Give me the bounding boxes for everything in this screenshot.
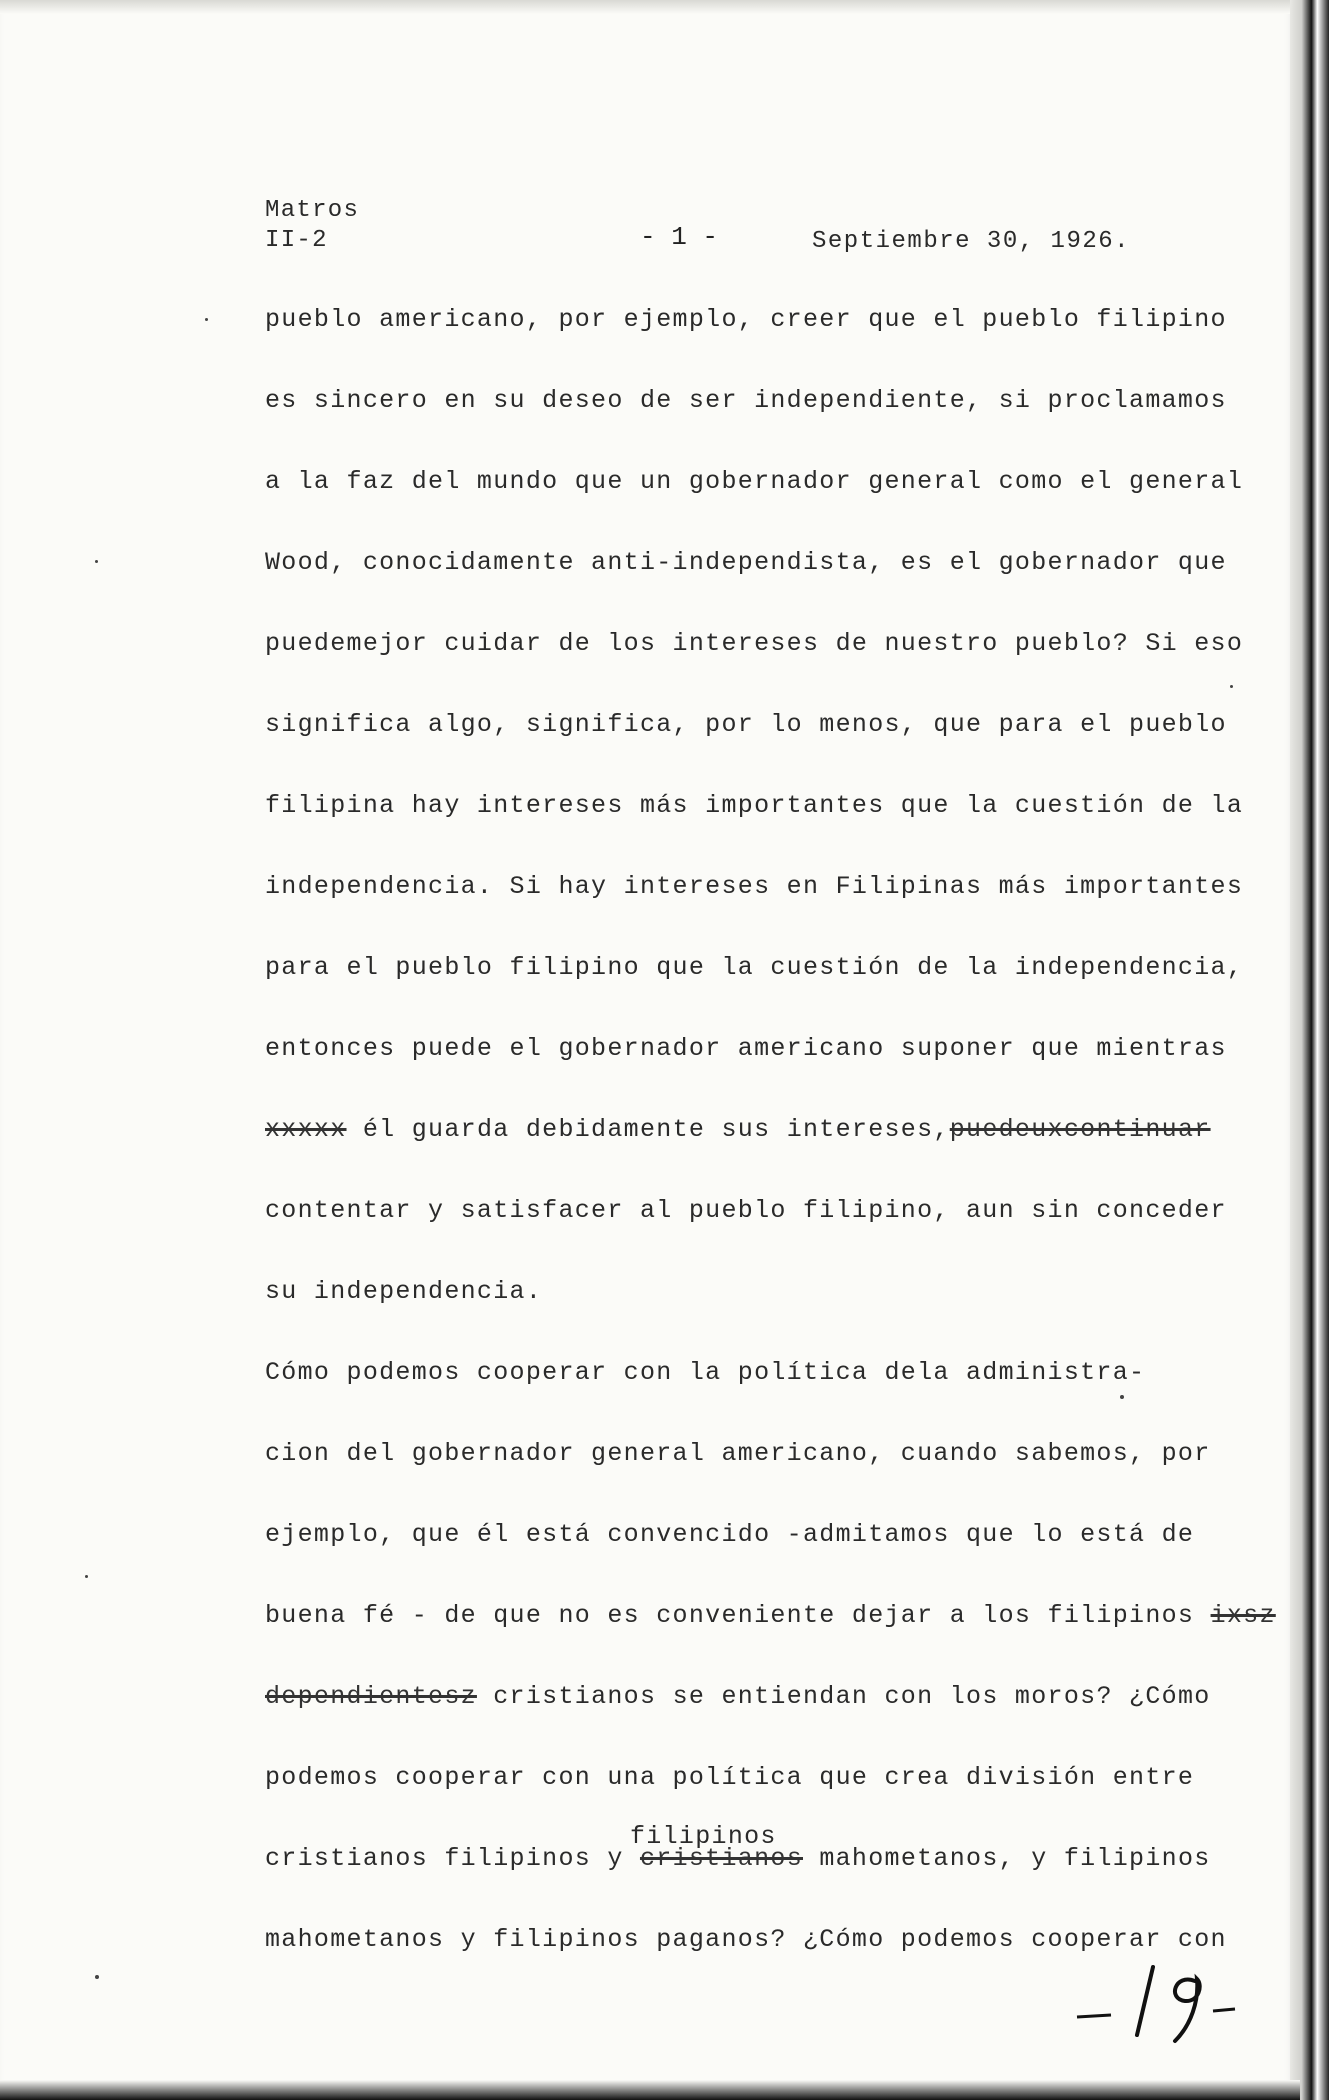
text-line-21: mahometanos y filipinos paganos? ¿Cómo podemos cooperar con (265, 1925, 1227, 1954)
handwritten-page-number (1075, 1955, 1250, 2050)
dash-right-icon (1213, 2009, 1235, 2011)
text-line-16: ejemplo, que él está convencido -admitamos que lo está de (265, 1520, 1195, 1549)
page-mark: - 1 - (640, 222, 719, 252)
speck (1230, 685, 1233, 688)
digit-nine-icon (1175, 1979, 1200, 2041)
speck (95, 1975, 99, 1979)
text-line-5: puedemejor cuidar de los intereses de nuestro pueblo? Si eso (265, 629, 1244, 658)
header-date: Septiembre 30, 1926. (812, 228, 1131, 255)
text-line-1: pueblo americano, por ejemplo, creer que el pueblo filipino (265, 305, 1227, 334)
text-line-11 (265, 1115, 1211, 1145)
text-line-3: a la faz del mundo que un gobernador general como el general (265, 467, 1244, 496)
text-line-7: filipina hay intereses más importantes que la cuestión de la (265, 791, 1244, 820)
text-line-2: es sincero en su deseo de ser independiente, si proclamamos (265, 386, 1227, 415)
text-segment: cristianos filipinos y (265, 1844, 624, 1873)
struck-word: ixsz (1210, 1601, 1276, 1630)
text-segment: cristianos se entiendan con los moros? ¿Cómo (493, 1682, 1211, 1711)
page-bottom-edge (0, 2080, 1300, 2100)
text-line-18 (265, 1682, 1211, 1712)
struck-word: dependientesz (265, 1682, 477, 1711)
text-line-13: su independencia. (265, 1277, 543, 1306)
text-line-12: contentar y satisfacer al pueblo filipino, aun sin conceder (265, 1196, 1227, 1225)
text-line-14: Cómo podemos cooperar con la política dela administra- (265, 1358, 1146, 1387)
inserted-word: filipinos (630, 1822, 777, 1851)
text-line-19: podemos cooperar con una política que crea división entre (265, 1763, 1195, 1792)
struck-word: xxxxx (265, 1115, 347, 1144)
page-right-edge (1290, 0, 1329, 2100)
header-name: Matros (265, 197, 360, 224)
speck (85, 1575, 88, 1578)
text-line-6: significa algo, significa, por lo menos, que para el pueblo (265, 710, 1227, 739)
dash-left-icon (1077, 2015, 1111, 2017)
header-ref: II-2 (265, 227, 328, 254)
text-line-10: entonces puede el gobernador americano suponer que mientras (265, 1034, 1227, 1063)
speck (205, 318, 208, 321)
text-line-9: para el pueblo filipino que la cuestión de la independencia, (265, 953, 1244, 982)
text-segment: mahometanos, y filipinos (819, 1844, 1211, 1873)
speck (95, 560, 98, 563)
text-line-15: cion del gobernador general americano, cuando sabemos, por (265, 1439, 1211, 1468)
struck-word: cristianos (639, 1844, 803, 1873)
text-line-4: Wood, conocidamente anti-independista, es el gobernador que (265, 548, 1227, 577)
digit-one-icon (1137, 1967, 1153, 2035)
page-top-edge (0, 0, 1300, 14)
struck-word: puedeuxcontinuar (949, 1115, 1211, 1144)
text-segment: buena fé - de que no es conveniente dejar a los filipinos (265, 1601, 1195, 1630)
text-line-8: independencia. Si hay intereses en Filipinas más importantes (265, 872, 1244, 901)
text-segment: él guarda debidamente sus intereses, (362, 1115, 950, 1144)
text-line-17 (265, 1601, 1276, 1631)
text-line-20 (265, 1844, 1211, 1874)
speck (1120, 1395, 1124, 1399)
